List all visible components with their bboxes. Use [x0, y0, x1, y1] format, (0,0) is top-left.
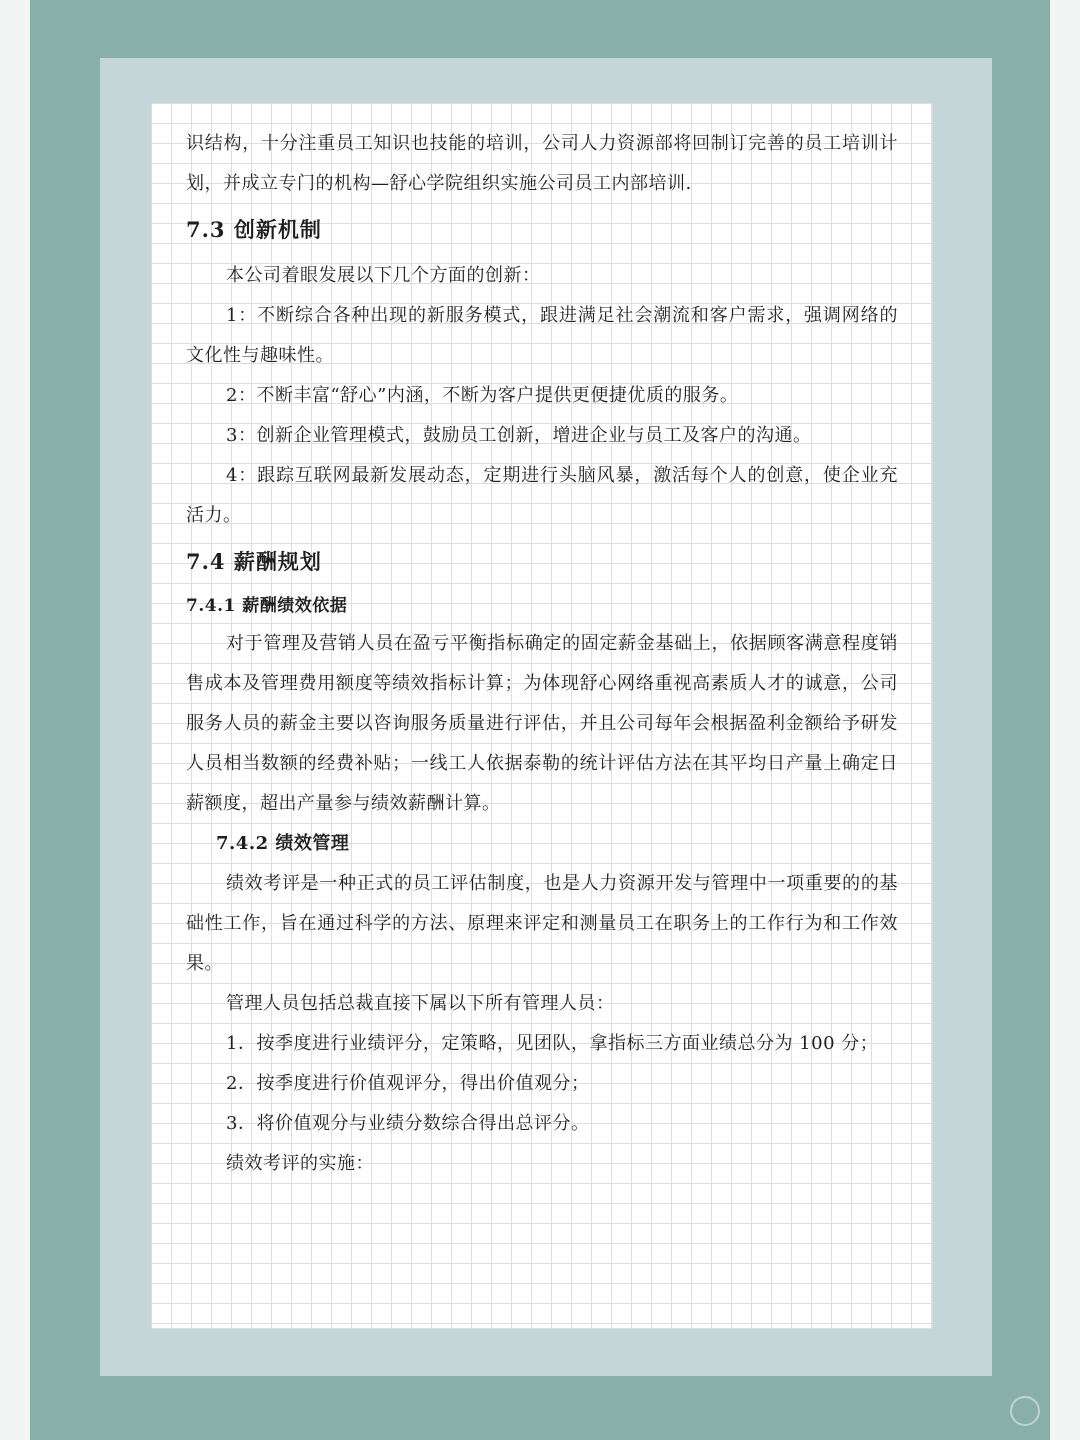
innovation-item-4: 4：跟踪互联网最新发展动态，定期进行头脑风暴，激活每个人的创意，使企业充活力。 [186, 465, 898, 526]
managers-item-3: 3．将价值观分与业绩分数综合得出总评分。 [226, 1113, 590, 1134]
managers-item-2: 2．按季度进行价值观评分，得出价值观分； [226, 1073, 590, 1094]
intro-paragraph: 识结构，十分注重员工知识也技能的培训，公司人力资源部将回制订完善的员工培训计划，并成立专门的机构—舒心学院组织实施公司员工内部培训. [186, 133, 898, 194]
grid-paper-page [152, 104, 932, 1328]
section-heading-7-3: 7.3 创新机制 [186, 217, 322, 242]
managers-lead: 管理人员包括总裁直接下属以下所有管理人员： [226, 993, 615, 1014]
performance-paragraph: 绩效考评是一种正式的员工评估制度，也是人力资源开发与管理中一项重要的的基础性工作，旨在通过科学的方法、原理来评定和测量员工在职务上的工作行为和工作效果。 [186, 873, 898, 974]
section-heading-7-4: 7.4 薪酬规划 [186, 549, 322, 574]
subsection-heading-7-4-1: 7.4.1 薪酬绩效依据 [186, 596, 348, 616]
subsection-heading-7-4-2: 7.4.2 绩效管理 [216, 833, 350, 854]
salary-basis-paragraph: 对于管理及营销人员在盈亏平衡指标确定的固定薪金基础上，依据顾客满意程度销售成本及管理费用额度等绩效指标计算；为体现舒心网络重视高素质人才的诚意，公司服务人员的薪金主要以咨询服务质量进行评估，并且公司每年会根据盈利金额给予研发人员相当数额的经费补贴；一线工人依据泰勒的统计评估方法在其平均日产量上确定日薪额度，超出产量参与绩效薪酬计算。 [186, 633, 898, 814]
innovation-item-3: 3：创新企业管理模式，鼓励员工创新，增进企业与员工及客户的沟通。 [226, 425, 812, 446]
document-body [186, 124, 898, 1184]
managers-item-1: 1．按季度进行业绩评分，定策略，见团队，拿指标三方面业绩总分为 100 分； [226, 1033, 879, 1054]
watermark-mark [1010, 1396, 1040, 1426]
innovation-item-1: 1：不断综合各种出现的新服务模式，跟进满足社会潮流和客户需求，强调网络的文化性与趣味性。 [186, 305, 898, 366]
innovation-lead: 本公司着眼发展以下几个方面的创新： [226, 265, 541, 286]
implementation-lead: 绩效考评的实施： [226, 1153, 374, 1174]
innovation-item-2: 2：不断丰富“舒心”内涵，不断为客户提供更便捷优质的服务。 [226, 385, 739, 406]
